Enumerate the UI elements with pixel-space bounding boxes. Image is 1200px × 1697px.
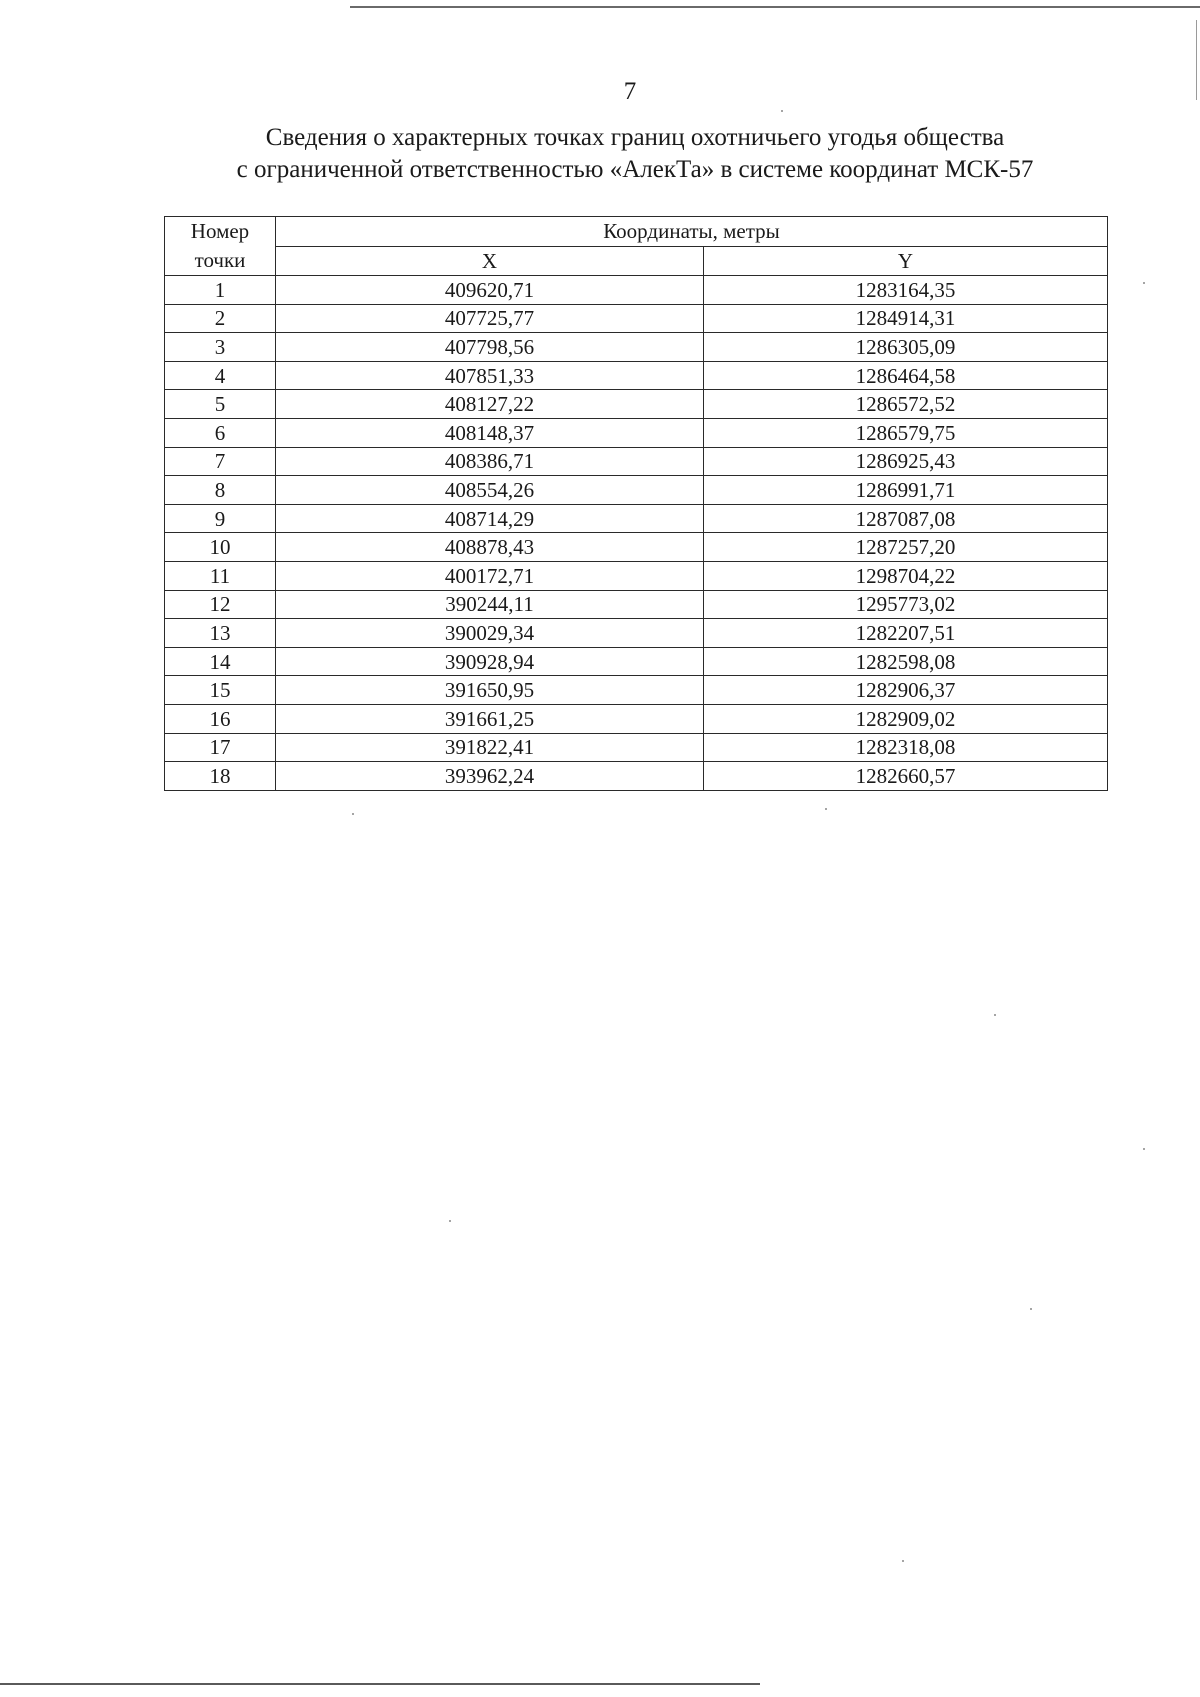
table-header-row <box>165 217 1108 247</box>
y-coordinate-cell: 1282598,08 <box>704 647 1108 676</box>
y-coordinate-cell: 1286579,75 <box>704 418 1108 447</box>
point-number-cell: 7 <box>165 447 276 476</box>
table-row <box>165 533 1108 562</box>
x-coordinate-cell: 408554,26 <box>276 476 704 505</box>
table-row <box>165 504 1108 533</box>
x-coordinate-cell: 390928,94 <box>276 647 704 676</box>
point-number-header-line1: Номер <box>190 219 250 243</box>
table-body <box>165 276 1108 791</box>
table-row <box>165 762 1108 791</box>
x-coordinate-cell: 391822,41 <box>276 733 704 762</box>
y-coordinate-cell: 1287087,08 <box>704 504 1108 533</box>
x-coordinate-cell: 393962,24 <box>276 762 704 791</box>
point-number-cell: 17 <box>165 733 276 762</box>
x-coordinate-cell: 391650,95 <box>276 676 704 705</box>
table-row <box>165 447 1108 476</box>
scan-speck <box>1030 1308 1032 1310</box>
x-coordinate-cell: 390029,34 <box>276 619 704 648</box>
y-coordinate-cell: 1284914,31 <box>704 304 1108 333</box>
table-row <box>165 619 1108 648</box>
scan-speck <box>825 808 827 810</box>
scan-speck <box>994 1014 996 1016</box>
table-row <box>165 590 1108 619</box>
x-coordinate-cell: 408148,37 <box>276 418 704 447</box>
y-coordinate-cell: 1286464,58 <box>704 361 1108 390</box>
y-coordinate-cell: 1283164,35 <box>704 276 1108 305</box>
scan-speck <box>902 1560 904 1562</box>
table-row <box>165 733 1108 762</box>
scan-speck <box>1143 282 1145 284</box>
coordinates-header: Координаты, метры <box>276 217 1108 247</box>
table-row <box>165 676 1108 705</box>
point-number-cell: 1 <box>165 276 276 305</box>
point-number-cell: 3 <box>165 333 276 362</box>
x-header: X <box>276 246 704 276</box>
page-number: 7 <box>623 78 637 105</box>
y-coordinate-cell: 1282318,08 <box>704 733 1108 762</box>
scan-speck <box>449 1220 451 1222</box>
y-coordinate-cell: 1282909,02 <box>704 704 1108 733</box>
document-title <box>150 122 1120 186</box>
scan-speck <box>781 110 783 112</box>
table-row <box>165 333 1108 362</box>
title-line-2: с ограниченной ответственностью «АлекТа» в системе координат МСК-57 <box>236 156 1034 183</box>
x-coordinate-cell: 407725,77 <box>276 304 704 333</box>
y-coordinate-cell: 1286305,09 <box>704 333 1108 362</box>
x-coordinate-cell: 407798,56 <box>276 333 704 362</box>
point-number-cell: 11 <box>165 561 276 590</box>
point-number-cell: 18 <box>165 762 276 791</box>
point-number-cell: 16 <box>165 704 276 733</box>
point-number-cell: 14 <box>165 647 276 676</box>
point-number-cell: 4 <box>165 361 276 390</box>
scan-edge-top <box>350 6 1200 8</box>
table-row <box>165 418 1108 447</box>
table-row <box>165 704 1108 733</box>
x-coordinate-cell: 408878,43 <box>276 533 704 562</box>
x-coordinate-cell: 408714,29 <box>276 504 704 533</box>
y-coordinate-cell: 1286572,52 <box>704 390 1108 419</box>
point-number-cell: 5 <box>165 390 276 419</box>
table-row <box>165 561 1108 590</box>
scan-speck <box>1143 1148 1145 1150</box>
point-number-cell: 10 <box>165 533 276 562</box>
point-number-cell: 13 <box>165 619 276 648</box>
scan-speck <box>352 813 354 815</box>
x-coordinate-cell: 391661,25 <box>276 704 704 733</box>
point-number-header <box>165 217 276 276</box>
table-row <box>165 647 1108 676</box>
point-number-cell: 2 <box>165 304 276 333</box>
table-row <box>165 304 1108 333</box>
coordinates-table <box>164 216 1108 791</box>
point-number-header-line2: точки <box>194 248 246 272</box>
point-number-cell: 12 <box>165 590 276 619</box>
x-coordinate-cell: 390244,11 <box>276 590 704 619</box>
table-row <box>165 390 1108 419</box>
table-subheader-row <box>165 246 1108 276</box>
point-number-cell: 15 <box>165 676 276 705</box>
table-row <box>165 476 1108 505</box>
point-number-cell: 8 <box>165 476 276 505</box>
x-coordinate-cell: 407851,33 <box>276 361 704 390</box>
x-coordinate-cell: 408386,71 <box>276 447 704 476</box>
y-coordinate-cell: 1282207,51 <box>704 619 1108 648</box>
title-line-1: Сведения о характерных точках границ охотничьего угодья общества <box>265 124 1005 151</box>
y-coordinate-cell: 1286991,71 <box>704 476 1108 505</box>
y-coordinate-cell: 1287257,20 <box>704 533 1108 562</box>
x-coordinate-cell: 409620,71 <box>276 276 704 305</box>
point-number-cell: 6 <box>165 418 276 447</box>
y-coordinate-cell: 1282906,37 <box>704 676 1108 705</box>
table-row <box>165 276 1108 305</box>
y-coordinate-cell: 1295773,02 <box>704 590 1108 619</box>
y-coordinate-cell: 1286925,43 <box>704 447 1108 476</box>
x-coordinate-cell: 400172,71 <box>276 561 704 590</box>
x-coordinate-cell: 408127,22 <box>276 390 704 419</box>
table-row <box>165 361 1108 390</box>
point-number-cell: 9 <box>165 504 276 533</box>
scan-edge-bottom <box>0 1683 760 1685</box>
y-coordinate-cell: 1298704,22 <box>704 561 1108 590</box>
y-coordinate-cell: 1282660,57 <box>704 762 1108 791</box>
y-header: Y <box>704 246 1108 276</box>
